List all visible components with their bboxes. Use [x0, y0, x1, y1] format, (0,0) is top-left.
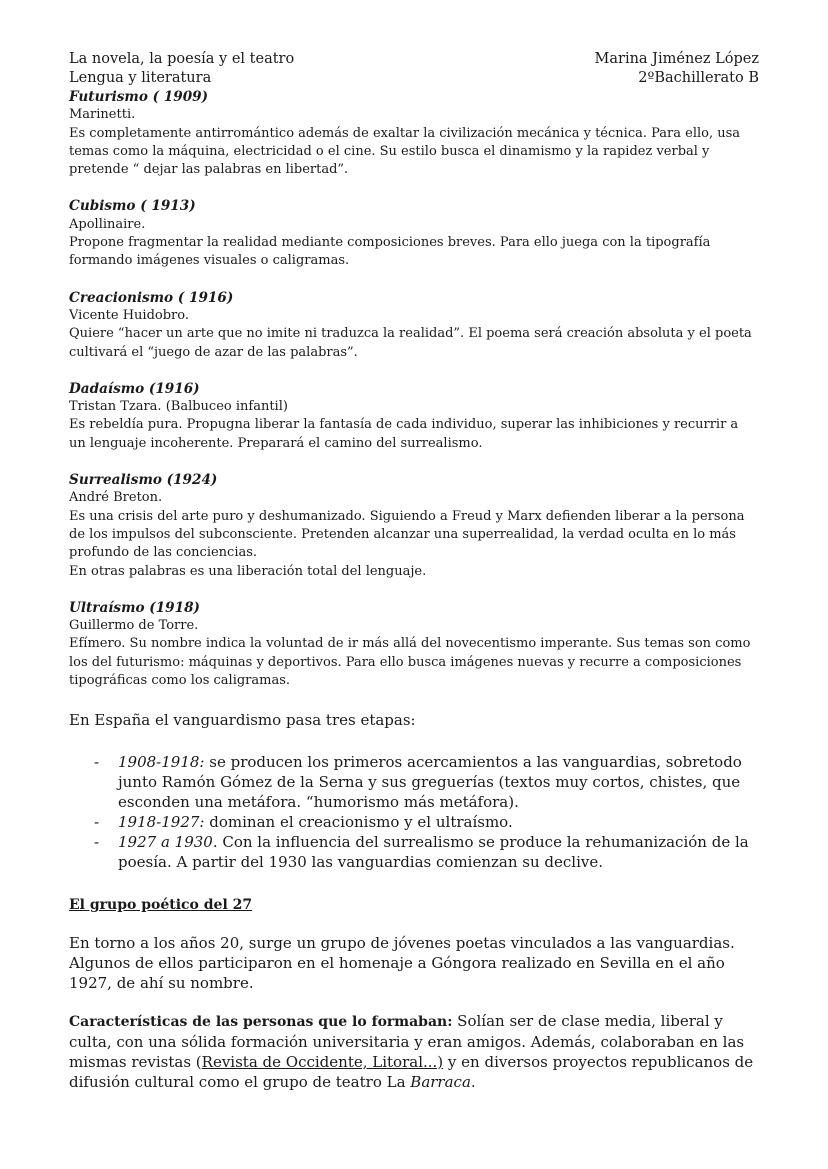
stage-text: dominan el creacionismo y el ultraísmo. [204, 813, 513, 832]
stages-list [69, 752, 759, 872]
stage-period: 1918-1927: [118, 813, 205, 832]
section-title: Futurismo ( 1909) [69, 89, 209, 105]
section-title: Cubismo ( 1913) [69, 198, 196, 215]
section-body: Quiere “hacer un arte que no imite ni traduzca la realidad”. El poema será creación absoluta y el poeta cultivará el “juego de azar de las palabras”. [69, 326, 752, 360]
section-author: Guillermo de Torre. [69, 618, 199, 634]
section-ultraismo [69, 599, 759, 690]
section-title: Ultraísmo (1918) [69, 599, 200, 616]
section-title: Surrealismo (1924) [69, 472, 218, 489]
section-body-extra: En otras palabras es una liberación total del lenguaje. [69, 563, 427, 579]
list-item [118, 812, 759, 832]
section-title: Dadaísmo (1916) [69, 380, 200, 397]
stage-text: se producen los primeros acercamientos a las vanguardias, sobretodo junto Ramón Gómez de la Serna y sus greguerías (textos muy cortos, chistes, que esconden una metáfora. “humorismo más metáfora). [118, 753, 742, 812]
header-class: 2ºBachillerato B [638, 70, 759, 86]
header-right [595, 50, 759, 88]
section-title: Creacionismo ( 1916) [69, 289, 234, 306]
characteristics-text: Solían ser de clase media, liberal y culta, con una sólida formación universitaria y eran amigos. Además, colaboraban en las mismas revistas ( [69, 1011, 745, 1071]
barraca-title: Barraca [410, 1072, 471, 1091]
characteristics-end: . [470, 1072, 476, 1091]
section-body: Es completamente antirromántico además de exaltar la civilización mecánica y técnica. Para ello, usa temas como la máquina, electricidad o el cine. Su estilo busca el dinamismo y la rapidez verbal y pretende “ dejar las palabras en libertad”. [69, 125, 741, 178]
stage-period: 1908-1918: [118, 753, 205, 772]
spain-intro: En España el vanguardismo pasa tres etapas: [69, 711, 416, 730]
grupo-characteristics [69, 1011, 759, 1092]
page-header [69, 50, 759, 88]
header-author-name: Marina Jiménez López [594, 51, 759, 67]
characteristics-text-2: y en diversos proyectos republicanos de difusión cultural como el grupo de teatro La [69, 1052, 754, 1091]
section-author: Marinetti. [69, 107, 136, 123]
section-creacionismo [69, 289, 759, 362]
section-author: Tristan Tzara. (Balbuceo infantil) [69, 399, 288, 415]
section-surrealismo [69, 471, 759, 581]
document-page [69, 50, 759, 1092]
magazines-link: Revista de Occidente, Litoral...) [201, 1052, 444, 1071]
section-author: André Breton. [69, 490, 163, 506]
stage-text: . Con la influencia del surrealismo se produce la rehumanización de la poesía. A partir del 1930 las vanguardias comienzan su declive. [118, 833, 749, 872]
section-author: Vicente Huidobro. [69, 307, 189, 323]
section-dadaismo [69, 380, 759, 453]
header-left [69, 50, 294, 88]
header-subject: Lengua y literatura [69, 70, 212, 86]
section-cubismo [69, 197, 759, 270]
characteristics-label: Características de las personas que lo formaban: [69, 1013, 453, 1030]
section-body: Es rebeldía pura. Propugna liberar la fantasía de cada individuo, superar las inhibiciones y recurrir a un lenguaje incoherente. Preparará el camino del surrealismo. [69, 417, 739, 451]
header-course-title: La novela, la poesía y el teatro [69, 51, 295, 67]
section-body: Es una crisis del arte puro y deshumanizado. Siguiendo a Freud y Marx defienden liberar a la persona de los impulsos del subconsciente. Pretenden alcanzar una superrealidad, la verdad oculta en lo más profundo de las conciencias. [69, 508, 745, 561]
list-item [118, 752, 759, 812]
grupo-intro: En torno a los años 20, surge un grupo de jóvenes poetas vinculados a las vanguardias. Algunos de ellos participaron en el homenaje a Góngora realizado en Sevilla en el año 1927, de ahí su nombre. [69, 933, 735, 992]
stage-period: 1927 a 1930 [118, 833, 213, 852]
section-author: Apollinaire. [69, 216, 146, 232]
grupo-heading: El grupo poético del 27 [69, 897, 253, 914]
section-body: Efímero. Su nombre indica la voluntad de ir más allá del novecentismo imperante. Sus temas son como los del futurismo: máquinas y deportivos. Para ello busca imágenes nuevas y recurre a composiciones tipográficas como los caligramas. [69, 636, 751, 689]
list-item [118, 832, 759, 872]
section-futurismo [69, 88, 759, 179]
section-body: Propone fragmentar la realidad mediante composiciones breves. Para ello juega con la tipografía formando imágenes visuales o caligramas. [69, 235, 711, 269]
